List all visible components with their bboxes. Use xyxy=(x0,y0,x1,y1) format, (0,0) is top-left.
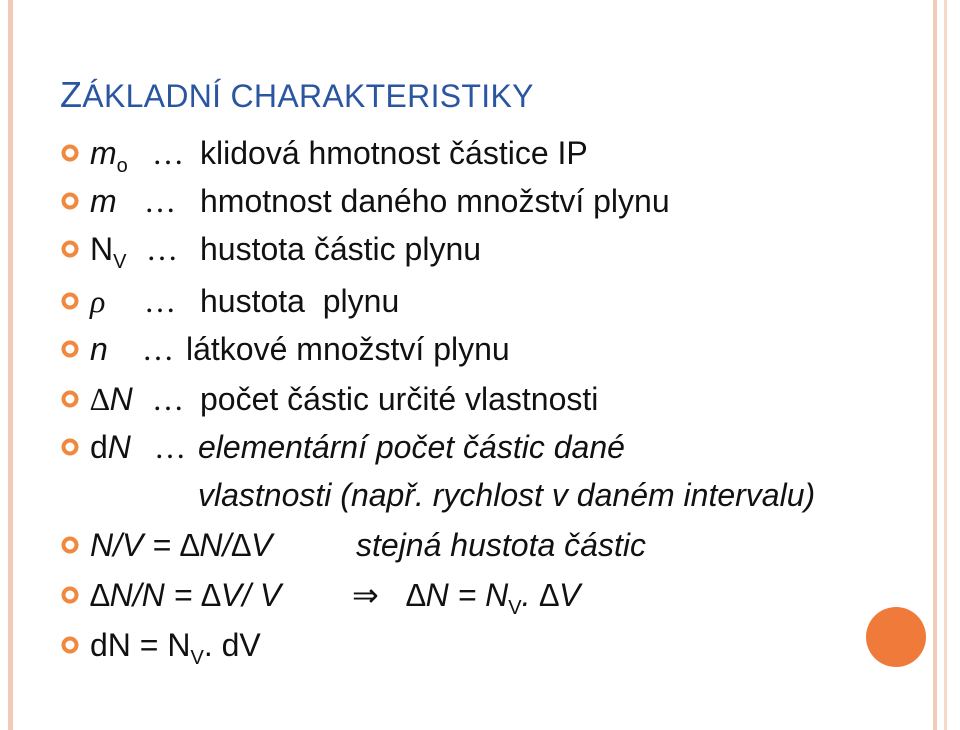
symbol: n xyxy=(90,331,108,367)
ellipsis: … xyxy=(144,183,176,219)
bullet-icon xyxy=(60,535,80,555)
right-decorative-stripe-thin xyxy=(944,0,947,730)
equation-result: $\Delta N = N_V$. ∆V xyxy=(406,577,581,619)
description: klidová hmotnost částice IP xyxy=(200,135,588,171)
bullet-icon xyxy=(60,291,80,311)
right-decorative-stripe xyxy=(933,0,937,730)
ellipsis: … xyxy=(154,429,186,465)
bullet-icon xyxy=(60,239,80,259)
equation: ∆N/N = ∆V/ V xyxy=(90,577,282,613)
ellipsis: … xyxy=(142,331,174,367)
bullet-icon xyxy=(60,437,80,457)
equation-note: stejná hustota částic xyxy=(356,527,646,563)
description: hustota plynu xyxy=(200,283,400,319)
bullet-icon xyxy=(60,389,80,409)
decorative-orange-circle xyxy=(866,607,926,667)
slide-title: ZÁKLADNÍ CHARAKTERISTIKY xyxy=(60,74,534,115)
bullet-icon xyxy=(60,143,80,163)
bullet-icon xyxy=(60,635,80,655)
implies-arrow-icon: ⇒ xyxy=(352,577,379,613)
bullet-icon xyxy=(60,339,80,359)
symbol: $m_o$ xyxy=(90,135,128,177)
description: hmotnost daného množství plynu xyxy=(200,183,670,219)
symbol: ∆N xyxy=(90,381,133,417)
left-decorative-stripe xyxy=(8,0,13,730)
ellipsis: … xyxy=(144,283,176,319)
description: látkové množství plynu xyxy=(186,331,510,367)
symbol: $N_V$ xyxy=(90,231,127,273)
description: hustota částic plynu xyxy=(200,231,482,267)
equation: N/V = ∆N/∆V xyxy=(90,527,273,563)
symbol: ρ xyxy=(90,283,106,319)
symbol: m xyxy=(90,183,117,219)
ellipsis: … xyxy=(152,135,184,171)
description: elementární počet částic dané xyxy=(198,429,625,465)
description: počet částic určité vlastnosti xyxy=(200,381,599,417)
equation: dN = $N_V$. dV xyxy=(90,627,261,669)
bullet-icon xyxy=(60,585,80,605)
symbol: dN xyxy=(90,429,131,465)
ellipsis: … xyxy=(152,381,184,417)
description-continuation: vlastnosti (např. rychlost v daném intervalu) xyxy=(198,477,816,513)
bullet-icon xyxy=(60,191,80,211)
ellipsis: … xyxy=(146,231,178,267)
